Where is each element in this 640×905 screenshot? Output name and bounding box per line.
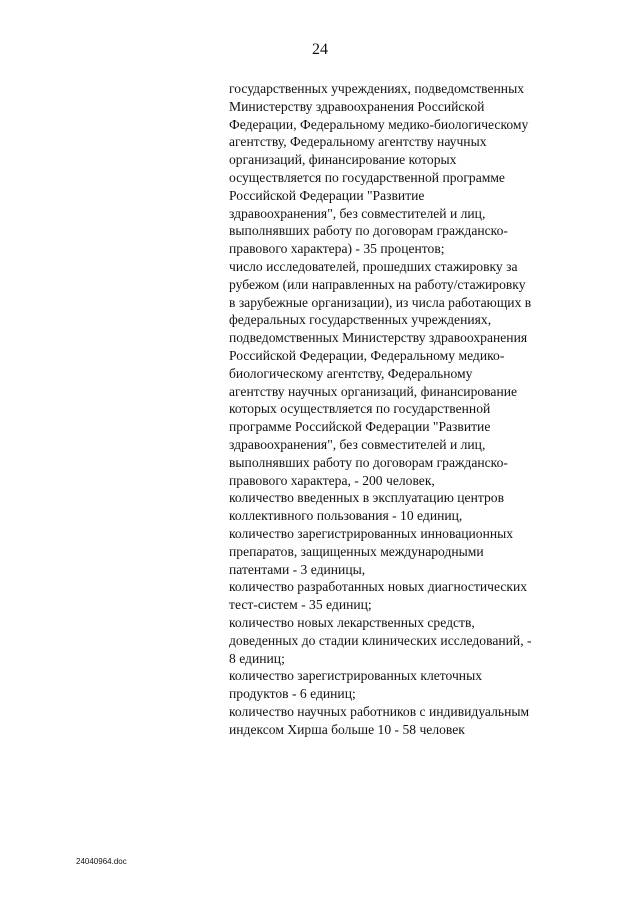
text-line: федеральных государственных учреждениях, bbox=[229, 312, 492, 328]
text-line: тест-систем - 35 единиц; bbox=[229, 597, 372, 613]
text-line: Российской Федерации, Федеральному медико- bbox=[229, 347, 505, 363]
text-line: биологическому агентству, Федеральному bbox=[229, 365, 473, 381]
text-line: число исследователей, прошедших стажировку за bbox=[229, 258, 518, 274]
footer-filename: 24040964.doc bbox=[76, 857, 127, 866]
text-line: выполнявших работу по договорам гражданско- bbox=[229, 223, 508, 239]
text-line: доведенных до стадии клинических исследований, - bbox=[229, 632, 532, 648]
text-line: количество зарегистрированных инновационных bbox=[229, 525, 514, 541]
text-line: правового характера, - 200 человек, bbox=[229, 472, 435, 488]
document-body bbox=[229, 80, 589, 738]
text-line: коллективного пользования - 10 единиц, bbox=[229, 508, 463, 524]
text-line: подведомственных Министерству здравоохранения bbox=[229, 330, 528, 346]
text-line: количество введенных в эксплуатацию центров bbox=[229, 490, 504, 506]
text-line: индексом Хирша больше 10 - 58 человек bbox=[229, 721, 465, 737]
text-line: государственных учреждениях, подведомственных bbox=[229, 81, 525, 96]
text-line: выполнявших работу по договорам гражданско- bbox=[229, 454, 508, 470]
text-line: количество научных работников с индивидуальным bbox=[229, 703, 530, 719]
text-line: 8 единиц; bbox=[229, 650, 285, 666]
text-line: организаций, финансирование которых bbox=[229, 152, 457, 168]
text-line: правового характера) - 35 процентов; bbox=[229, 241, 445, 257]
text-line: количество зарегистрированных клеточных bbox=[229, 668, 483, 684]
text-line: Федерации, Федеральному медико-биологическому bbox=[229, 116, 529, 132]
text-line: рубежом (или направленных на работу/стажировку bbox=[229, 276, 526, 292]
text-line: количество новых лекарственных средств, bbox=[229, 614, 475, 630]
text-line: агентству, Федеральному агентству научных bbox=[229, 134, 487, 150]
text-line: программе Российской Федерации "Развитие bbox=[229, 419, 491, 435]
page-number: 24 bbox=[312, 41, 328, 58]
text-line: агентству научных организаций, финансирование bbox=[229, 383, 518, 399]
text-line: здравоохранения", без совместителей и лиц, bbox=[229, 436, 486, 452]
text-line: Российской Федерации "Развитие bbox=[229, 187, 425, 203]
text-line: количество разработанных новых диагностических bbox=[229, 579, 528, 595]
text-line: здравоохранения", без совместителей и лиц, bbox=[229, 205, 486, 221]
text-line: патентами - 3 единицы, bbox=[229, 561, 366, 577]
text-line: в зарубежные организации), из числа работающих в bbox=[229, 294, 532, 310]
text-line: препаратов, защищенных международными bbox=[229, 543, 484, 559]
text-line: продуктов - 6 единиц; bbox=[229, 686, 356, 702]
text-line: осуществляется по государственной программе bbox=[229, 169, 505, 185]
text-line: которых осуществляется по государственной bbox=[229, 401, 491, 417]
text-line: Министерству здравоохранения Российской bbox=[229, 98, 485, 114]
